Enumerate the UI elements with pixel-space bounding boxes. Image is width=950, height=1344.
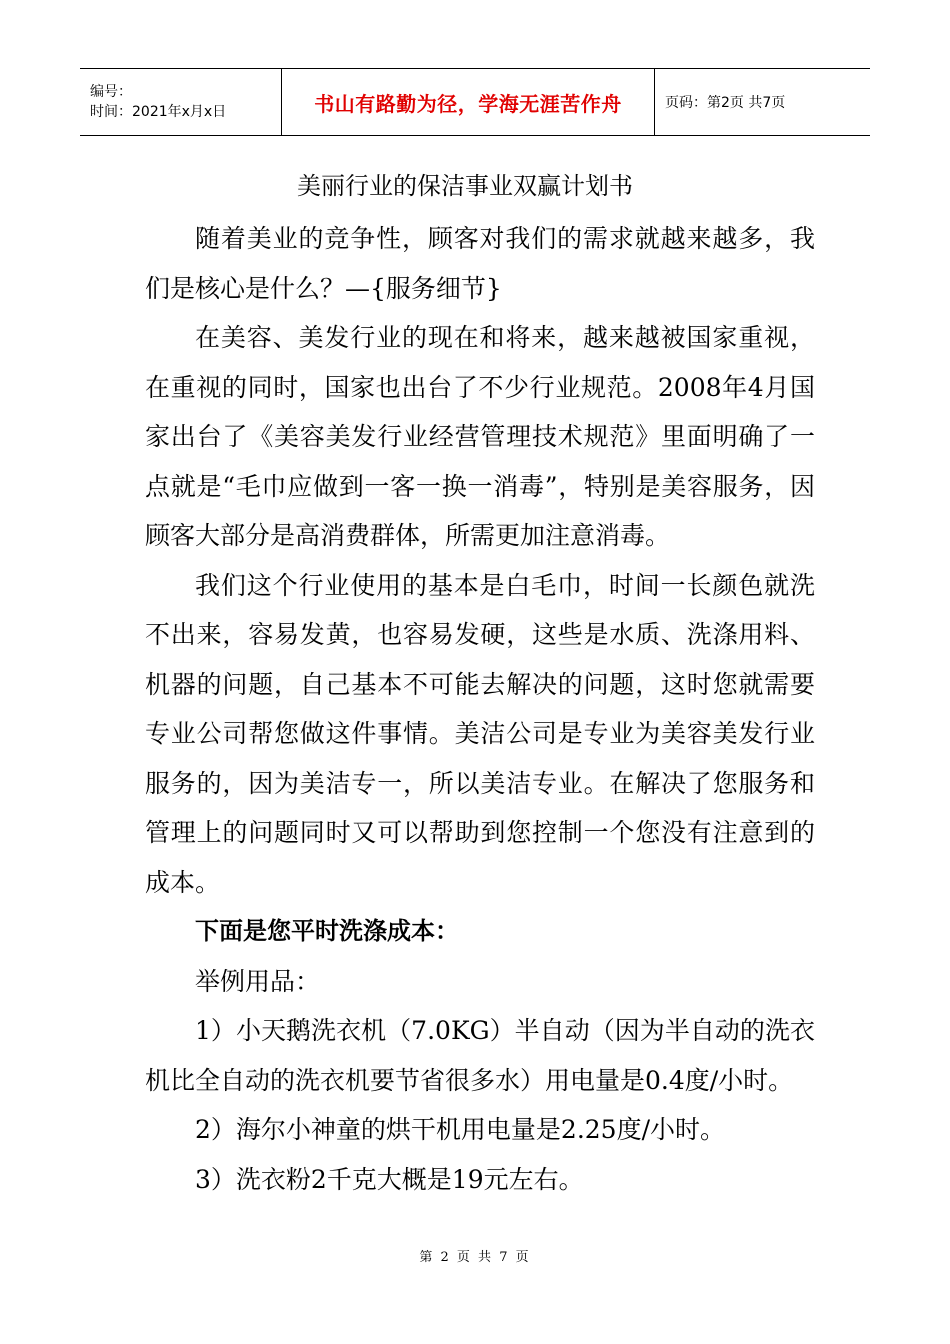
paragraph-regulation: 在美容、美发行业的现在和将来，越来越被国家重视，在重视的同时，国家也出台了不少行业规范。2008年4月国家出台了《美容美发行业经营管理技术规范》里面明确了一点就是“毛巾应做到一客一换一消毒”，特别是美容服务，因顾客大部分是高消费群体，所需更加注意消毒。 — [145, 323, 815, 550]
heading-wash-cost: 下面是您平时洗涤成本： — [195, 917, 459, 945]
number-label: 编号： — [90, 84, 132, 100]
document-header — [80, 68, 870, 136]
header-meta-cell — [80, 69, 282, 135]
header-motto: 书山有路勤为径，学海无涯苦作舟 — [314, 91, 622, 116]
list-item-dryer: 2）海尔小神童的烘干机用电量是2.25度/小时。 — [195, 1115, 725, 1144]
paragraph-service: 我们这个行业使用的基本是白毛巾，时间一长颜色就洗不出来，容易发黄，也容易发硬，这些是水质、洗涤用料、机器的问题，自己基本不可能去解决的问题，这时您就需要专业公司帮您做这件事情。美洁公司是专业为美容美发行业服务的，因为美洁专一，所以美洁专业。在解决了您服务和管理上的问题同时又可以帮助到您控制一个您没有注意到的成本。 — [145, 570, 815, 897]
page-footer: 第 2 页 共 7 页 — [419, 1250, 531, 1265]
header-page-info: 页码：第2页 共7页 — [665, 95, 786, 111]
list-item-detergent: 3）洗衣粉2千克大概是19元左右。 — [195, 1164, 584, 1194]
document-title: 美丽行业的保洁事业双赢计划书 — [297, 172, 633, 200]
time-label: 时间：2021年x月x日 — [90, 104, 227, 120]
header-page-cell — [655, 69, 870, 135]
header-motto-cell — [282, 69, 655, 135]
document-body — [145, 158, 815, 1204]
paragraph-intro: 随着美业的竞争性，顾客对我们的需求就越来越多，我们是核心是什么？—{服务细节} — [145, 224, 815, 303]
example-label: 举例用品： — [195, 966, 321, 996]
list-item-washer: 1）小天鹅洗衣机（7.0KG）半自动（因为半自动的洗衣机比全自动的洗衣机要节省很多水）用电量是0.4度/小时。 — [145, 1016, 815, 1095]
